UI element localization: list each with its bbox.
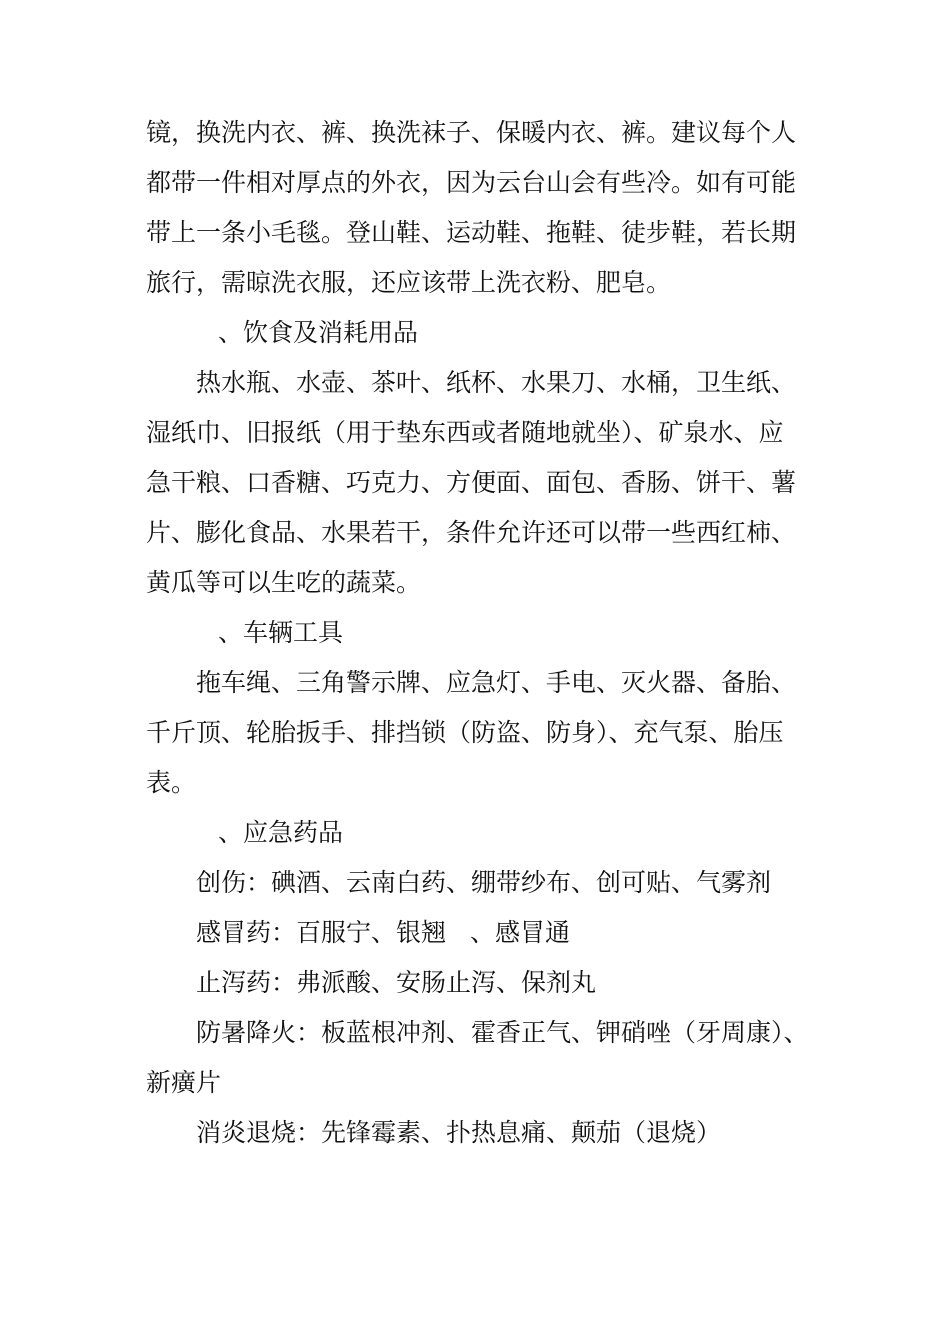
medicine-item-cold-part1: 感冒药：百服宁、银翘 (196, 918, 447, 947)
clothing-paragraph (146, 108, 816, 308)
medicine-item-cold-part2: 、感冒通 (470, 918, 571, 947)
heading-text: 、应急药品 (218, 818, 344, 847)
document-body (146, 108, 816, 1158)
medicine-list (146, 858, 816, 1158)
food-paragraph (146, 358, 816, 608)
medicine-item-diarrhea: 止泻药：弗派酸、安肠止泻、保剂丸 (196, 968, 597, 997)
text-line: 表。 (146, 768, 197, 797)
vehicle-paragraph (146, 658, 816, 808)
text-line: 黄瓜等可以生吃的蔬菜。 (146, 568, 422, 597)
heading-text: 、饮食及消耗用品 (218, 318, 419, 347)
text-line: 都带一件相对厚点的外衣，因为云台山会有些冷。如有可能 (146, 168, 797, 197)
text-line: 片、膨化食品、水果若干，条件允许还可以带一些西红柿、 (146, 518, 797, 547)
medicine-item-cold (146, 908, 816, 958)
section-heading-food (146, 308, 816, 358)
text-line: 急干粮、口香糖、巧克力、方便面、面包、香肠、饼干、薯 (146, 468, 797, 497)
section-heading-vehicle (146, 608, 816, 658)
text-line: 带上一条小毛毯。登山鞋、运动鞋、拖鞋、徒步鞋，若长期 (146, 218, 797, 247)
heading-text: 、车辆工具 (218, 618, 344, 647)
medicine-item-fever: 消炎退烧：先锋霉素、扑热息痛、颠茄（退烧） (196, 1118, 722, 1147)
text-line: 旅行，需晾洗衣服，还应该带上洗衣粉、肥皂。 (146, 268, 672, 297)
text-line: 湿纸巾、旧报纸（用于垫东西或者随地就坐）、矿泉水、应 (146, 418, 784, 447)
medicine-item-heat-cont: 新癀片 (146, 1068, 222, 1097)
text-line: 拖车绳、三角警示牌、应急灯、手电、灭火器、备胎、 (196, 668, 797, 697)
text-line: 热水瓶、水壶、茶叶、纸杯、水果刀、水桶，卫生纸、 (196, 368, 797, 397)
medicine-item-heat: 防暑降火：板蓝根冲剂、霍香正气、钾硝唑（牙周康）、 (196, 1018, 809, 1047)
medicine-item-wound: 创伤：碘酒、云南白药、绷带纱布、创可贴、气雾剂 (196, 868, 772, 897)
section-heading-medicine (146, 808, 816, 858)
text-line: 千斤顶、轮胎扳手、排挡锁（防盗、防身）、充气泵、胎压 (146, 718, 784, 747)
text-line: 镜，换洗内衣、裤、换洗袜子、保暖内衣、裤。建议每个人 (146, 118, 797, 147)
